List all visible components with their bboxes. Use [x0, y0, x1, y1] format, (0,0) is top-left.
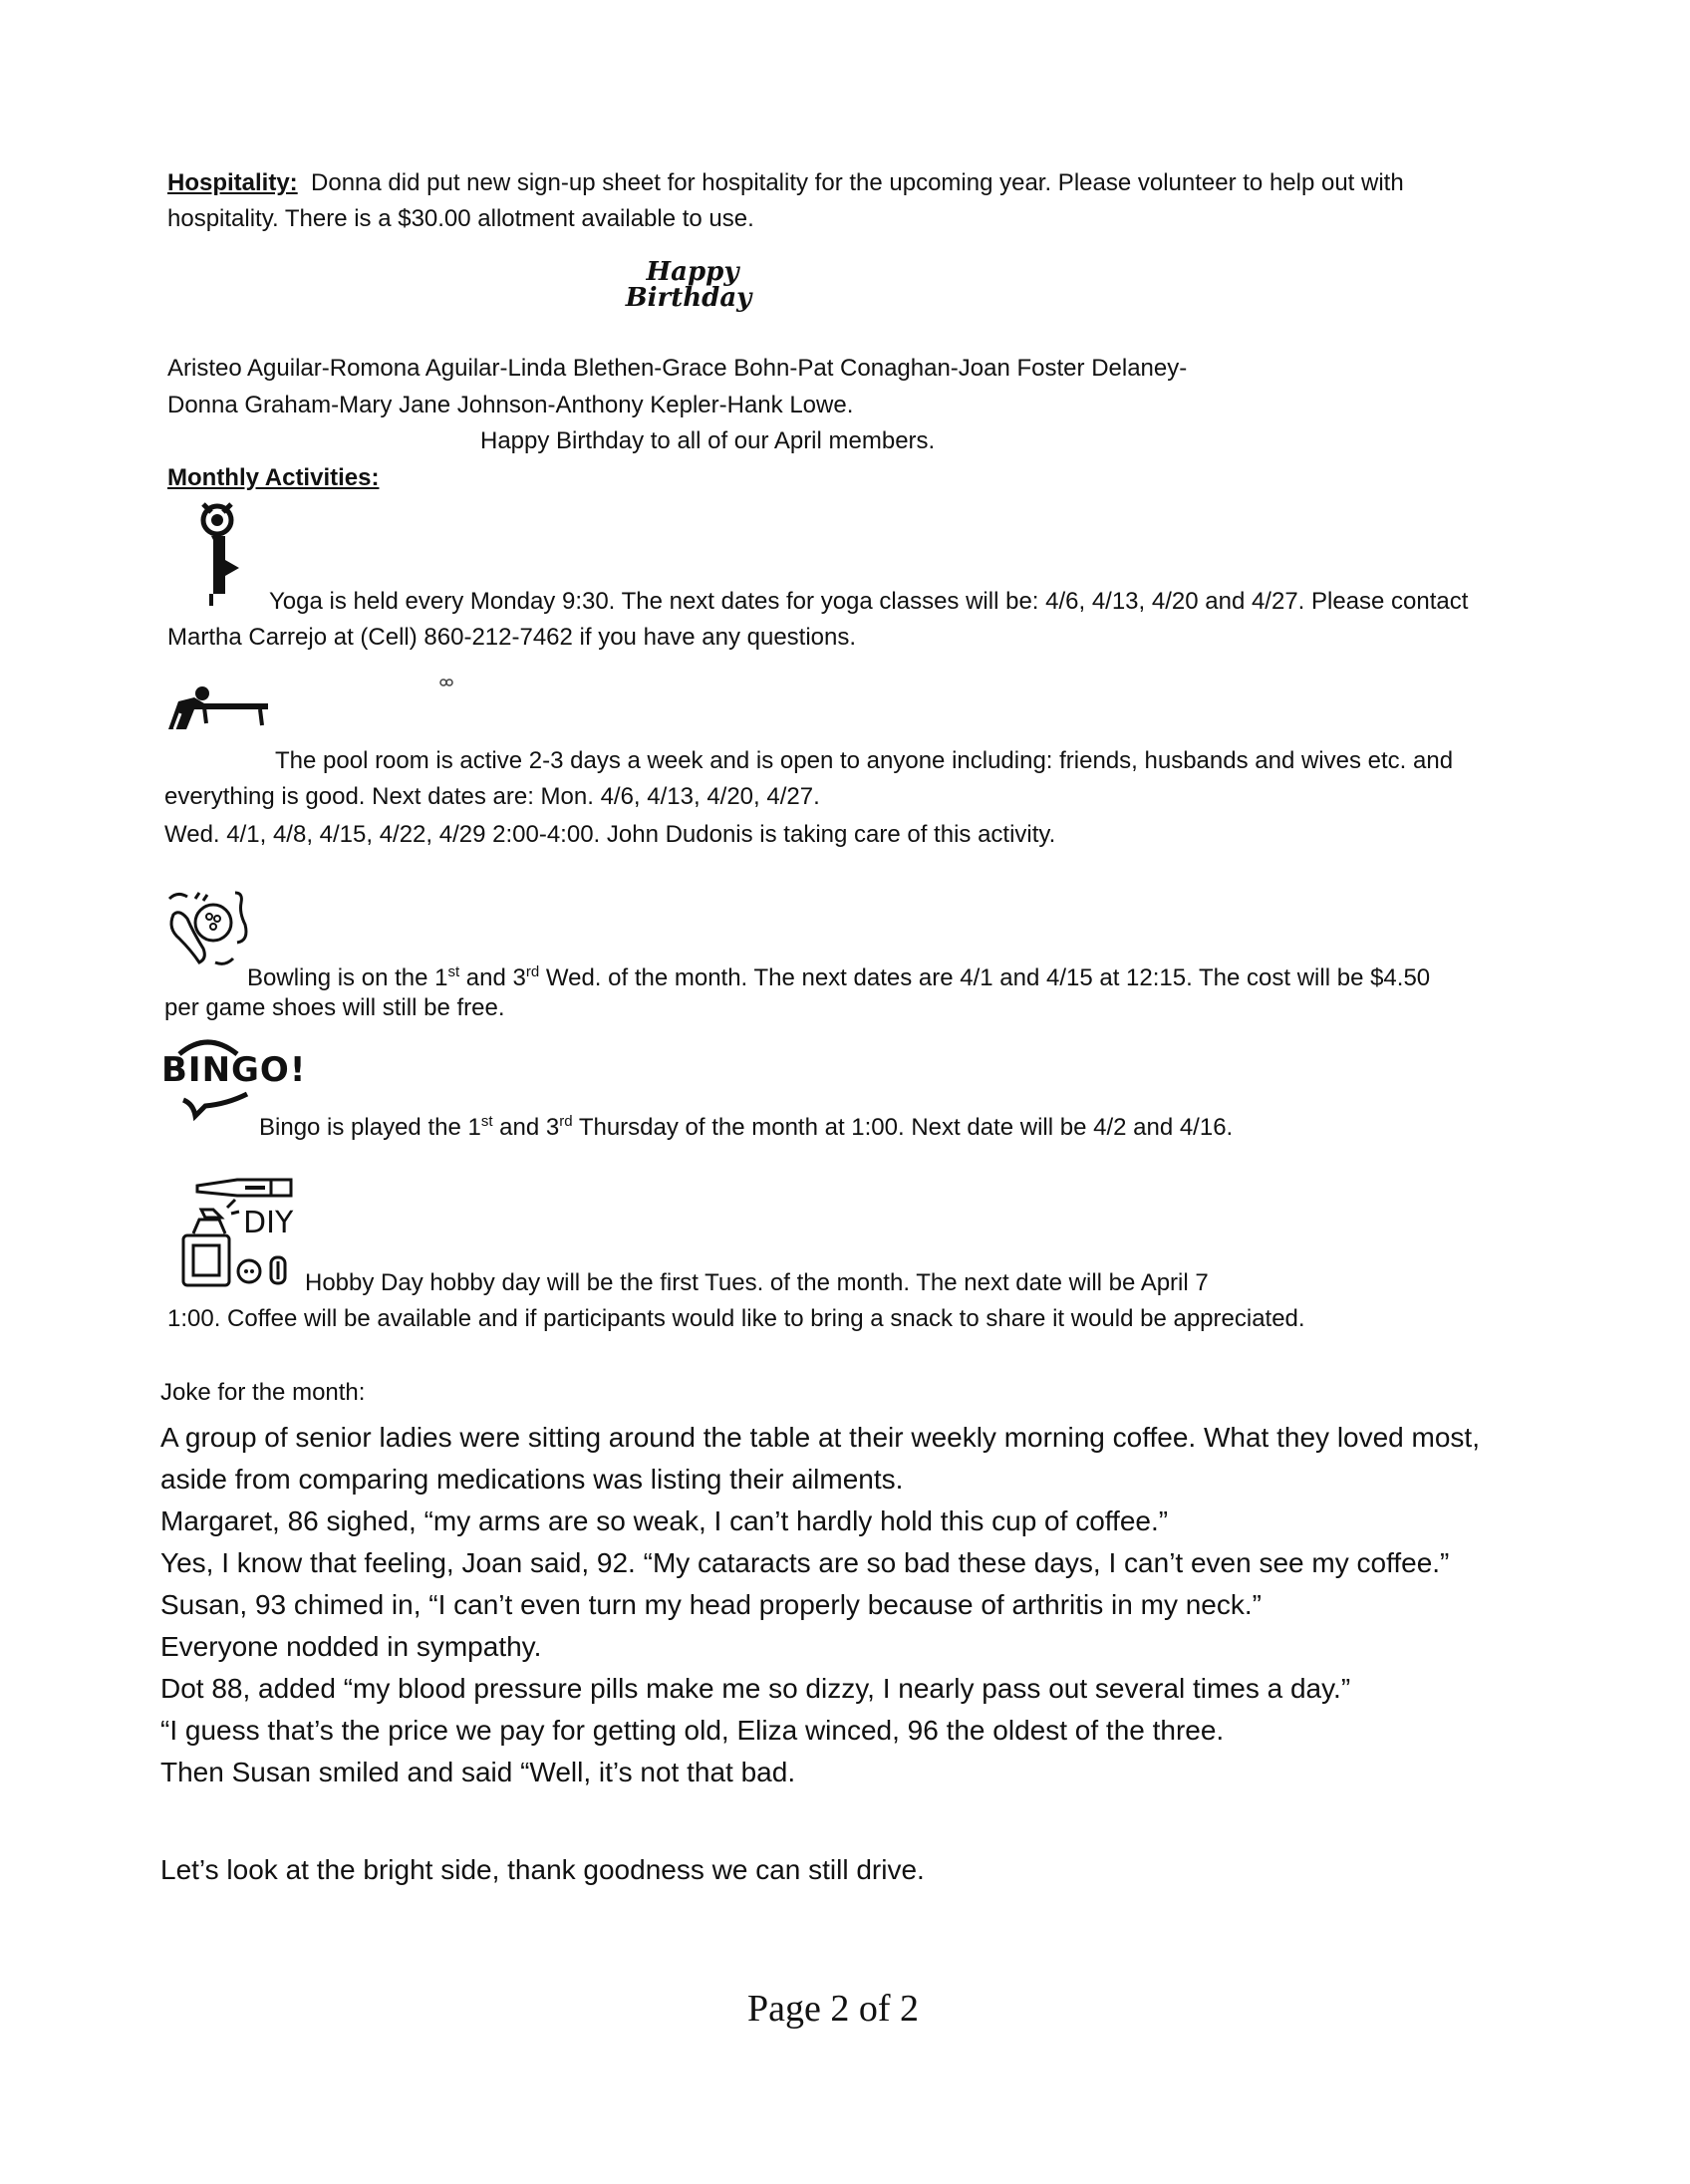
joke-line: Margaret, 86 sighed, “my arms are so weak, I can’t hardly hold this cup of coffee.” [160, 1505, 1169, 1536]
yoga-text-line1: Yoga is held every Monday 9:30. The next dates for yoga classes will be: 4/6, 4/13, 4/20 and 4/27. Please contact [269, 588, 1469, 615]
joke-line: Dot 88, added “my blood pressure pills make me so dizzy, I nearly pass out several times a day.” [160, 1673, 1351, 1704]
pool-text-line3: Wed. 4/1, 4/8, 4/15, 4/22, 4/29 2:00-4:00. John Dudonis is taking care of this activity. [164, 821, 1056, 848]
hospitality-paragraph [167, 165, 1404, 201]
joke-line: Yes, I know that feeling, Joan said, 92. “My cataracts are so bad these days, I can’t even see my coffee.” [160, 1547, 1450, 1578]
bowling-text-part3: Wed. of the month. The next dates are 4/1 and 4/15 at 12:15. The cost will be $4.50 [539, 964, 1431, 991]
joke-line: A group of senior ladies were sitting around the table at their weekly morning coffee. What they loved most, [160, 1422, 1480, 1453]
bowling-text-part2: and 3 [459, 964, 526, 991]
hobby-text-line1: Hobby Day hobby day will be the first Tues. of the month. The next date will be April 7 [305, 1269, 1209, 1296]
bingo-sup-rd: rd [559, 1113, 573, 1130]
monthly-activities-heading: Monthly Activities: [167, 464, 380, 491]
joke-line: Everyone nodded in sympathy. [160, 1631, 542, 1662]
diy-graphic-text: DIY [243, 1206, 294, 1240]
joke-body [160, 1417, 1480, 1793]
speck-mark-icon [439, 678, 453, 687]
joke-line: “I guess that’s the price we pay for getting old, Eliza winced, 96 the oldest of the three. [160, 1715, 1225, 1746]
hobby-text-line2: 1:00. Coffee will be available and if participants would like to bring a snack to share it would be appreciated. [167, 1305, 1305, 1332]
pool-text-line1: The pool room is active 2-3 days a week and is open to anyone including: friends, husbands and wives etc. and [275, 747, 1454, 774]
joke-heading: Joke for the month: [160, 1379, 366, 1406]
bingo-speech-tail-icon [179, 1090, 251, 1118]
billiards-icon [164, 683, 274, 733]
bowling-sup-rd: rd [525, 963, 540, 980]
page-number-footer: Page 2 of 2 [747, 1988, 920, 2030]
birthday-names-line1: Aristeo Aguilar-Romona Aguilar-Linda Blethen-Grace Bohn-Pat Conaghan-Joan Foster Delaney- [167, 355, 1188, 382]
happy-birthday-word-happy: Happy [646, 257, 739, 287]
bingo-text-part1: Bingo is played the 1 [259, 1114, 481, 1141]
pool-text-line2: everything is good. Next dates are: Mon. 4/6, 4/13, 4/20, 4/27. [164, 783, 820, 810]
bingo-sup-st: st [480, 1113, 493, 1130]
bingo-text-part2: and 3 [492, 1114, 560, 1141]
birthday-wish: Happy Birthday to all of our April members. [480, 427, 936, 454]
hospitality-text-line1: Donna did put new sign-up sheet for hospitality for the upcoming year. Please volunteer to help out with [311, 169, 1404, 196]
joke-line: Then Susan smiled and said “Well, it’s not that bad. [160, 1757, 796, 1787]
bowling-text-line2: per game shoes will still be free. [164, 994, 505, 1021]
happy-birthday-graphic [618, 259, 767, 311]
yoga-icon [191, 498, 247, 608]
bowling-text-part1: Bowling is on the 1 [247, 964, 448, 991]
joke-punchline: Let’s look at the bright side, thank goodness we can still drive. [160, 1854, 925, 1885]
bingo-text-line [259, 1104, 1233, 1146]
bowling-sup-st: st [447, 963, 460, 980]
birthday-names-line2: Donna Graham-Mary Jane Johnson-Anthony Kepler-Hank Lowe. [167, 392, 854, 418]
happy-birthday-word-birthday: Birthday [625, 283, 752, 313]
yoga-text-line2: Martha Carrejo at (Cell) 860-212-7462 if you have any questions. [167, 624, 857, 651]
bowling-icon [163, 889, 253, 968]
bingo-graphic-text: BINGO! [161, 1050, 307, 1090]
joke-line: Susan, 93 chimed in, “I can’t even turn my head properly because of arthritis in my neck.” [160, 1589, 1262, 1620]
hospitality-heading: Hospitality: [167, 169, 298, 196]
joke-line: aside from comparing medications was listing their ailments. [160, 1464, 904, 1495]
bingo-text-part3: Thursday of the month at 1:00. Next date will be 4/2 and 4/16. [572, 1114, 1234, 1141]
hospitality-text-line2: hospitality. There is a $30.00 allotment available to use. [167, 205, 754, 232]
